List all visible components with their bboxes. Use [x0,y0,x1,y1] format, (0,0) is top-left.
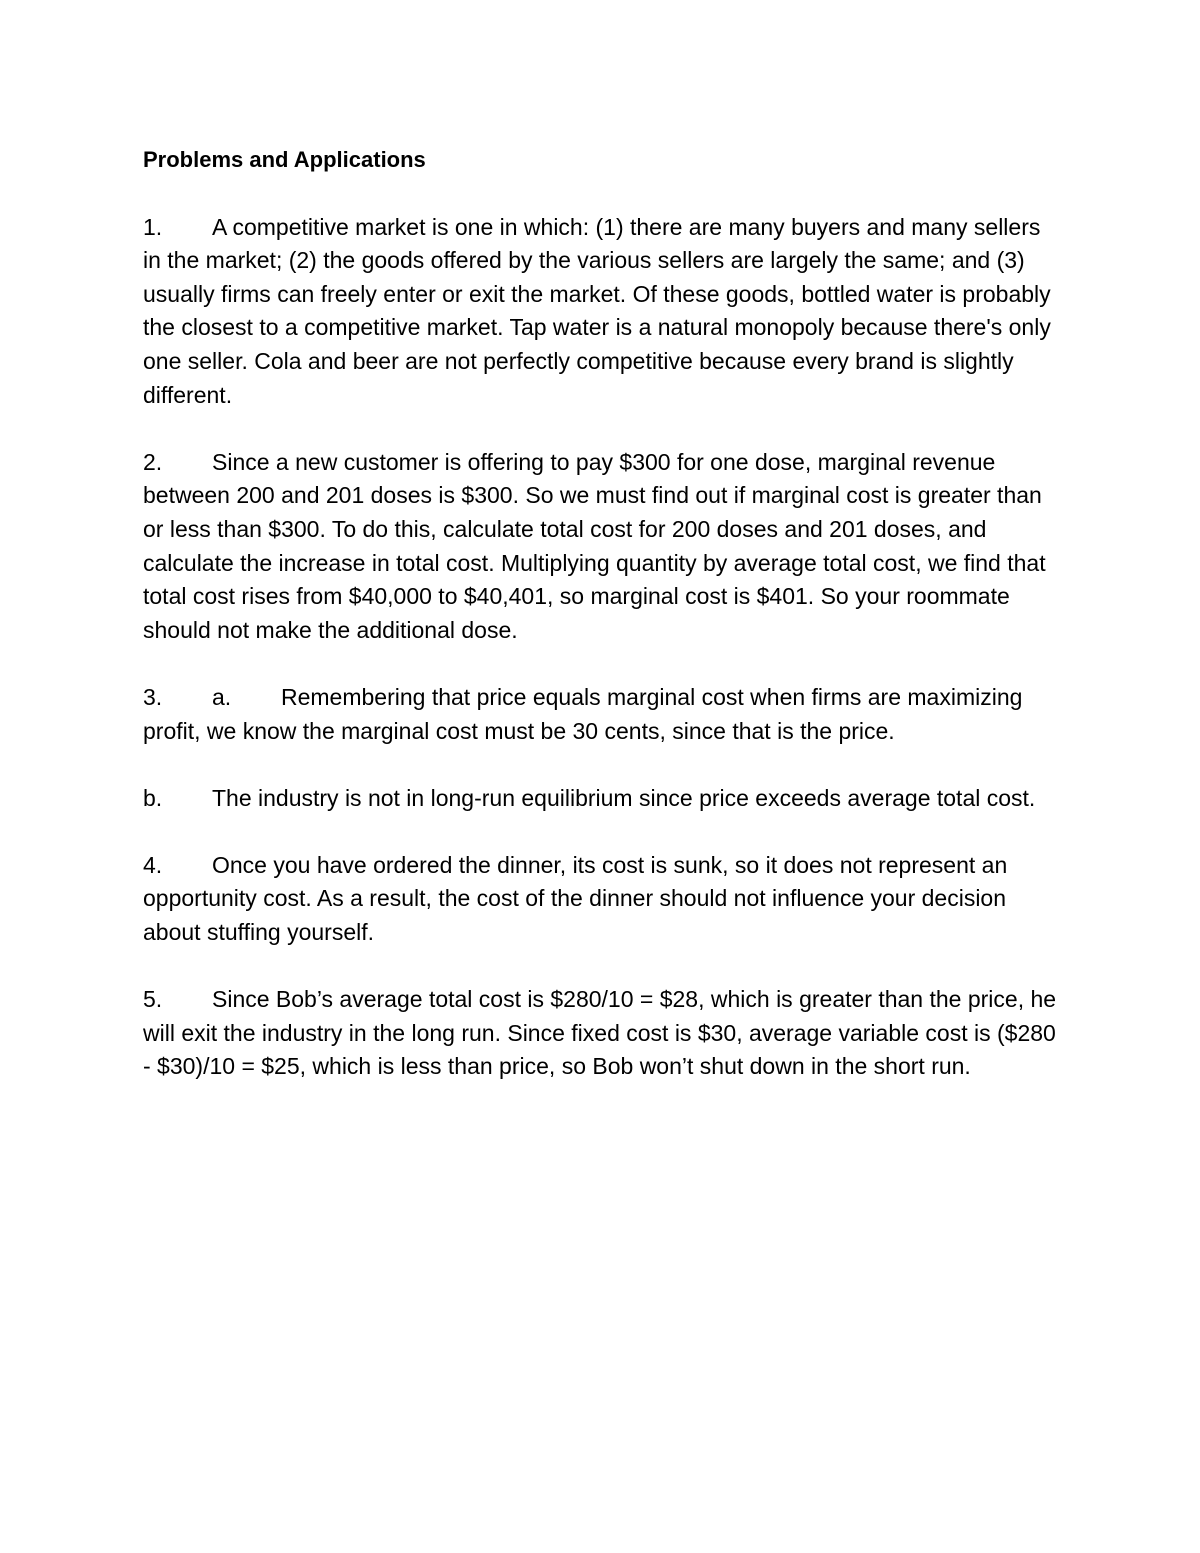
answer-5 [143,983,1063,1084]
answer-subpart-label: a. [212,683,232,710]
answer-1 [143,211,1063,413]
answer-number: b. [143,784,163,811]
document-body [143,143,1063,1118]
answer-text: Once you have ordered the dinner, its cost is sunk, so it does not represent an opportunity cost. As a result, the cost of the dinner should not influence your decision about stuffing yourself. [143,851,1008,946]
answer-2 [143,446,1063,648]
answer-4 [143,849,1063,950]
answer-text: Since Bob’s average total cost is $280/10 = $28, which is greater than the price, he will exit the industry in the long run. Since fixed cost is $30, average variable cost is ($280 - $30)/10 = $25, which is less than price, so Bob won’t shut down in the short run. [143,986,1057,1080]
answer-text: A competitive market is one in which: (1) there are many buyers and many sellers in the market; (2) the goods offered by the various sellers are largely the same; and (3) usually firms can freely enter or exit the market. Of these goods, bottled water is probably the closest to a competitive market. Tap water is a natural monopoly because there's only one seller. Cola and beer are not perfectly competitive because every brand is slightly different. [143,213,1051,408]
answer-text: Since a new customer is offering to pay $300 for one dose, marginal revenue between 200 and 201 doses is $300. So we must find out if marginal cost is greater than or less than $300. To do this, calculate total cost for 200 doses and 201 doses, and calculate the increase in total cost. Multiplying quantity by average total cost, we find that total cost rises from $40,000 to $40,401, so marginal cost is $401. So your roommate should not make the additional dose. [143,448,1046,643]
answer-3a [143,681,1063,748]
answer-3b [143,782,1063,816]
answer-number: 5. [143,986,163,1013]
answer-text: The industry is not in long-run equilibrium since price exceeds average total cost. [212,784,1036,811]
answer-text: Remembering that price equals marginal cost when firms are maximizing profit, we know the marginal cost must be 30 cents, since that is the price. [143,683,1023,744]
answer-number: 4. [143,851,163,878]
answer-number: 3. [143,683,163,710]
document-title: Problems and Applications [143,147,426,172]
answer-number: 1. [143,213,163,240]
answer-number: 2. [143,448,163,475]
